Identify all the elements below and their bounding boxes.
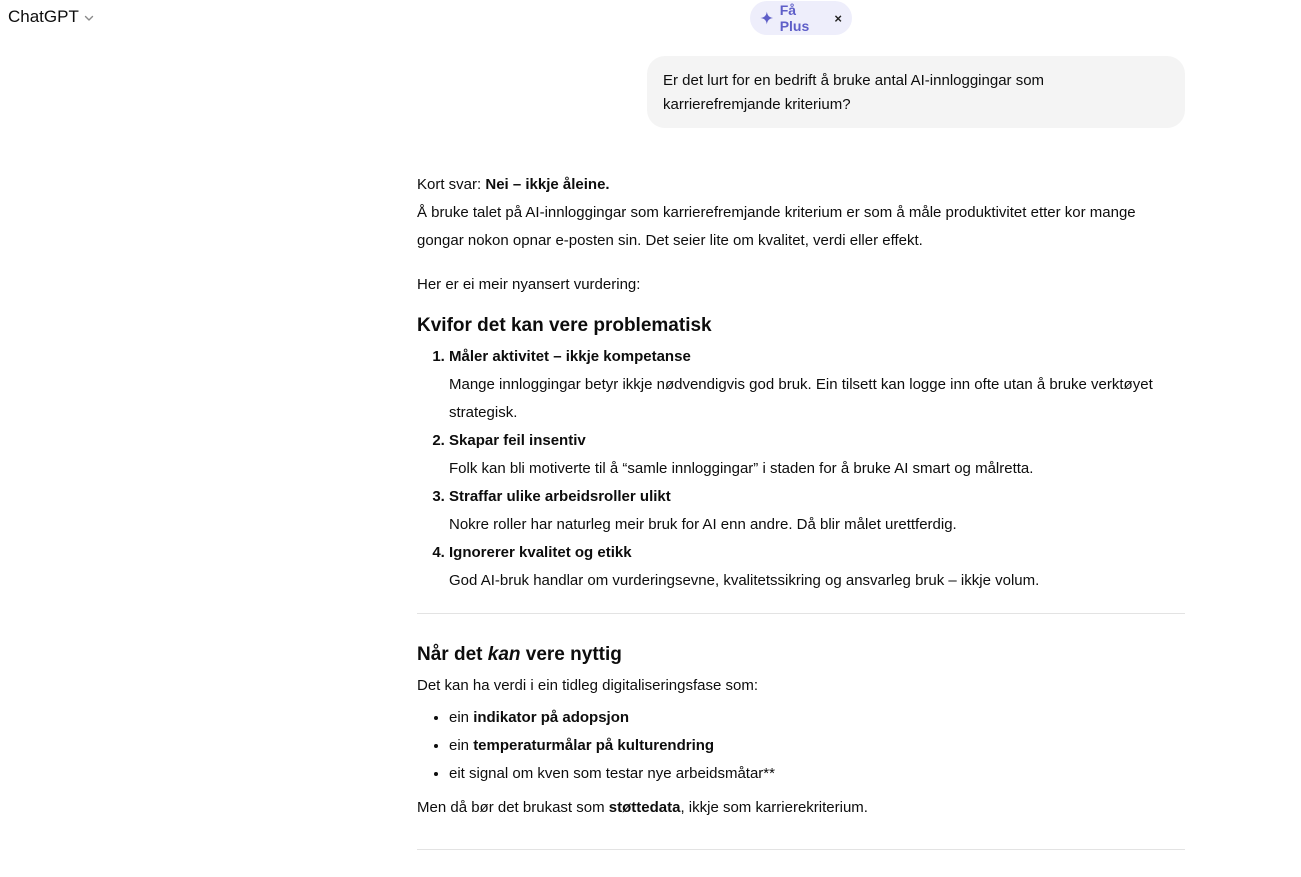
divider (417, 849, 1185, 850)
section2-lead: Det kan ha verdi i ein tidleg digitaliseringsfase som: (417, 677, 759, 694)
bullet-bold: temperaturmålar på kulturendring (473, 737, 715, 754)
list-item-title: 1. Måler aktivitet – ikkje kompetanse (449, 348, 691, 365)
list-item-title: 4. Ignorerer kvalitet og etikk (449, 544, 632, 561)
list-item (449, 539, 1185, 595)
closing-bold: støttedata (608, 799, 681, 816)
list-item (449, 732, 1185, 760)
bullet-text: ein (449, 737, 474, 754)
heading-emphasis: kan (487, 644, 521, 665)
sparkle-icon (760, 11, 774, 25)
get-plus-pill (750, 1, 852, 35)
intro-paragraph: Å bruke talet på AI-innloggingar som karrierefremjande kriterium er som å måle produktivitet etter kor mange gongar nokon opnar e-posten sin. Det seier lite om kvalitet, verdi eller effekt. (417, 204, 1136, 249)
divider (417, 613, 1185, 614)
short-answer-prefix: Kort svar: (417, 176, 486, 193)
list-item-desc: Nokre roller har naturleg meir bruk for AI enn andre. Då blir målet urettferdig. (449, 516, 957, 533)
list-item (449, 483, 1185, 539)
model-selector[interactable] (8, 7, 95, 27)
get-plus-button[interactable]: Få Plus (779, 2, 810, 34)
useful-list (417, 704, 1185, 788)
chevron-down-icon (83, 12, 95, 24)
short-answer-line (417, 171, 1185, 199)
lead-paragraph: Her er ei meir nyansert vurdering: (417, 276, 641, 293)
bullet-text: eit signal om kven som testar nye arbeidsmåtar** (449, 765, 775, 782)
section-heading-useful (417, 640, 1185, 670)
list-item (449, 760, 1185, 788)
assistant-message (417, 171, 1185, 850)
user-message-line: karrierefremjande kriterium? (663, 96, 851, 113)
heading-part: vere nyttig (520, 644, 622, 665)
closing-paragraph (417, 794, 1185, 822)
list-item (449, 427, 1185, 483)
heading-part: Når det (417, 644, 488, 665)
problems-list (417, 343, 1185, 595)
closing-text: , ikkje som karrierekriterium. (680, 799, 868, 816)
list-item-title: 2. Skapar feil insentiv (449, 432, 586, 449)
list-item (449, 343, 1185, 427)
short-answer: Nei – ikkje åleine. (485, 176, 610, 193)
list-item-desc: Mange innloggingar betyr ikkje nødvendigvis god bruk. Ein tilsett kan logge inn ofte utan å bruke verktøyet strategisk. (449, 376, 1153, 421)
closing-text: Men då bør det brukast som (417, 799, 609, 816)
bullet-text: ein (449, 709, 474, 726)
list-item-title: 3. Straffar ulike arbeidsroller ulikt (449, 488, 671, 505)
bullet-bold: indikator på adopsjon (473, 709, 630, 726)
list-item-desc: Folk kan bli motiverte til å “samle innloggingar” i staden for å bruke AI smart og målretta. (449, 460, 1034, 477)
list-item-desc: God AI-bruk handlar om vurderingsevne, kvalitetssikring og ansvarleg bruk – ikkje volum. (449, 572, 1040, 589)
user-message-line: Er det lurt for en bedrift å bruke antal AI-innloggingar som (663, 72, 1045, 89)
list-item (449, 704, 1185, 732)
user-message-bubble (647, 56, 1185, 128)
section-heading-problems: Kvifor det kan vere problematisk (417, 315, 712, 336)
close-icon[interactable]: × (834, 10, 842, 26)
app-title: ChatGPT (8, 7, 79, 26)
